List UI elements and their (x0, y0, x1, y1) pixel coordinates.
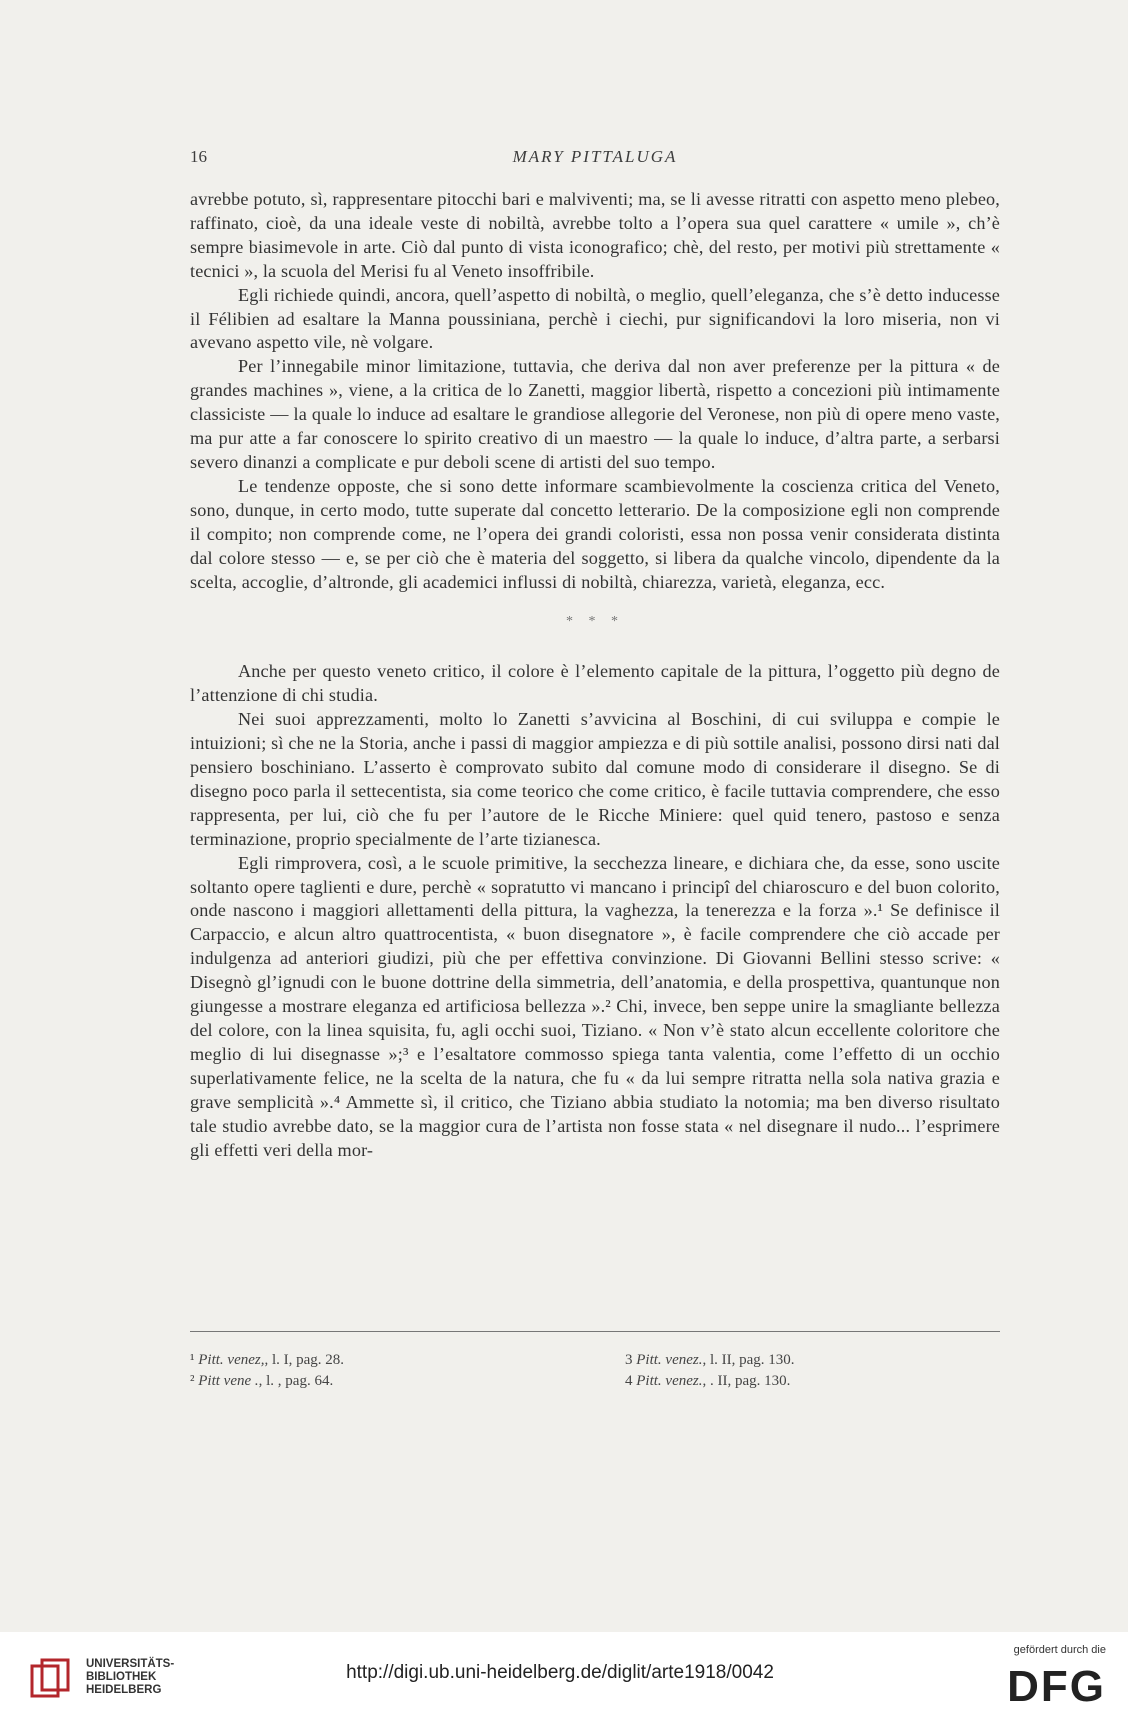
dfg-logo: DFG (1007, 1662, 1106, 1711)
footnote-mark: 4 (625, 1373, 633, 1389)
library-name: UNIVERSITÄTS- BIBLIOTHEK HEIDELBERG (86, 1658, 175, 1696)
library-logo-icon (28, 1656, 74, 1702)
body-text (190, 188, 1000, 1162)
footnote-rule (190, 1331, 1000, 1332)
footnote-1 (190, 1352, 595, 1369)
funded-by-label: gefördert durch die (1013, 1644, 1106, 1656)
paragraph-4: Le tendenze opposte, che si sono dette informare scambievolmente la coscienza critica del Veneto, sono, dunque, in certo modo, tutte superate dal concetto letterario. De la composizione egli non comprende il compito; non comprende come, ne l’opera dei grandi coloristi, essa non possa venir considerata distinta dal colore stesso — e, se per ciò che è materia del soggetto, si libera da qualche vincolo, dipendente da la scelta, accoglie, d’altronde, gli academici influssi di nobiltà, chiarezza, varietà, eleganza, ecc. (190, 475, 1000, 592)
permalink-url[interactable]: http://digi.ub.uni-heidelberg.de/diglit/arte1918/0042 (346, 1662, 774, 1683)
paragraph-3: Per l’innegabile minor limitazione, tuttavia, che deriva dal non aver preferenze per la pittura « de grandes machines », viene, a la critica de lo Zanetti, maggior libertà, rispetto a concezioni più intimamente classiciste — la quale lo induce ad esaltare le grandiose allegorie del Veronese, non più di opere meno vaste, ma pur atte a far conoscere lo spirito creativo di un maestro — la quale lo induce, d’altra parte, a serbarsi severo dinanzi a complicate e pur deboli scene di artisti del suo tempo. (190, 356, 1000, 472)
footnote-work: Pitt. venez. (636, 1352, 703, 1368)
footnote-ref: , l. I, pag. 28. (264, 1352, 345, 1368)
running-head: MARY PITTALUGA (512, 147, 678, 166)
section-break: * * * (566, 614, 624, 630)
footnote-mark: ¹ (190, 1352, 195, 1368)
page-header (190, 147, 1000, 173)
footnote-4 (595, 1373, 1000, 1390)
footnote-mark: ² (190, 1373, 195, 1389)
page-number: 16 (190, 147, 207, 166)
footnote-ref: , . II, pag. 130. (702, 1373, 791, 1389)
footnote-mark: 3 (625, 1352, 633, 1368)
paragraph-2: Egli richiede quindi, ancora, quell’aspetto di nobiltà, o meglio, quell’eleganza, che s’è detto inducesse il Félibien ad esaltare la Manna poussiniana, perchè i ciechi, pur significandovi la loro miseria, non vi avevano aspetto vile, nè volgare. (190, 284, 1000, 353)
viewer-footer (0, 1632, 1128, 1724)
footnote-work: Pitt. venez, (198, 1352, 265, 1368)
paragraph-6: Nei suoi apprezzamenti, molto lo Zanetti s’avvicina al Boschini, di cui sviluppa e compie le intuizioni; sì che ne la Storia, anche i passi di maggior ampiezza e di più sottile analisi, possono dirsi nati dal pensiero boschiniano. L’asserto è comprovato subito dal comune modo di considerare il disegno. Se di disegno poco parla il settecentista, sia come teorico che come critico, è facile tuttavia comprendere, che esso rappresenta, per lui, ciò che fu per l’autore de le Ricche Miniere: quel quid tenero, pastoso e senza terminazione, proprio specialmente de l’arte tizianesca. (190, 709, 1000, 849)
footnote-ref: , l. II, pag. 130. (702, 1352, 795, 1368)
paragraph-1: avrebbe potuto, sì, rappresentare pitocchi bari e malviventi; ma, se li avesse ritratti con aspetto meno plebeo, raffinato, cioè, da una ideale veste di nobiltà, avrebbe tolto a l’opera sua quel carattere « umile », ch’è sempre biasimevole in arte. Ciò dal punto di vista iconografico; chè, del resto, per motivi più strettamente « tecnici », la scuola del Merisi fu al Veneto insoffribile. (190, 189, 1000, 281)
footnote-2 (190, 1373, 595, 1390)
paragraph-5: Anche per questo veneto critico, il colore è l’elemento capitale de la pittura, l’oggetto più degno de l’attenzione di chi studia. (190, 661, 1000, 706)
footnote-3 (595, 1352, 1000, 1369)
footnote-ref: , l. , pag. 64. (258, 1373, 334, 1389)
paragraph-7: Egli rimprovera, così, a le scuole primitive, la secchezza lineare, e dichiara che, da esse, sono uscite soltanto opere taglienti e dure, perchè « sopratutto vi mancano i principî del chiaroscuro e del buon colorito, onde nascono i maggiori allettamenti della pittura, la vaghezza, la tenerezza e la forza ».¹ Se definisce il Carpaccio, e alcun altro quattrocentista, « buon disegnatore », è facile comprendere che ciò accade per indulgenza ad anteriori giudizi, più che per effettiva convinzione. Di Giovanni Bellini stesso scrive: « Disegnò gl’ignudi con le buone dottrine della simmetria, dell’anatomia, e della prospettiva, quantunque non giungesse a mostrare eleganza ed artificiosa bellezza ».² Chi, invece, ben seppe unire la smagliante bellezza del colore, con la linea squisita, fu, agli occhi suoi, Tiziano. « Non v’è stato alcun eccellente coloritore che meglio di lui disegnasse »;³ e l’esaltatore commosso spiega tanta valentia, come l’effetto di un occhio superlativamente felice, ne la scelta de la natura, che fu « da lui sempre ritratta nella sola nativa grazia e grave semplicità ».⁴ Ammette sì, il critico, che Tiziano abbia studiato la notomia; ma ben diverso risultato tale studio avrebbe dato, se la maggior cura de l’artista non fosse stata « nel disegnare il nudo... l’esprimere gli effetti veri della mor- (190, 852, 1000, 1160)
footnotes (190, 1352, 1000, 1390)
footnote-work: Pitt vene . (198, 1373, 259, 1389)
footnote-work: Pitt. venez. (636, 1373, 703, 1389)
